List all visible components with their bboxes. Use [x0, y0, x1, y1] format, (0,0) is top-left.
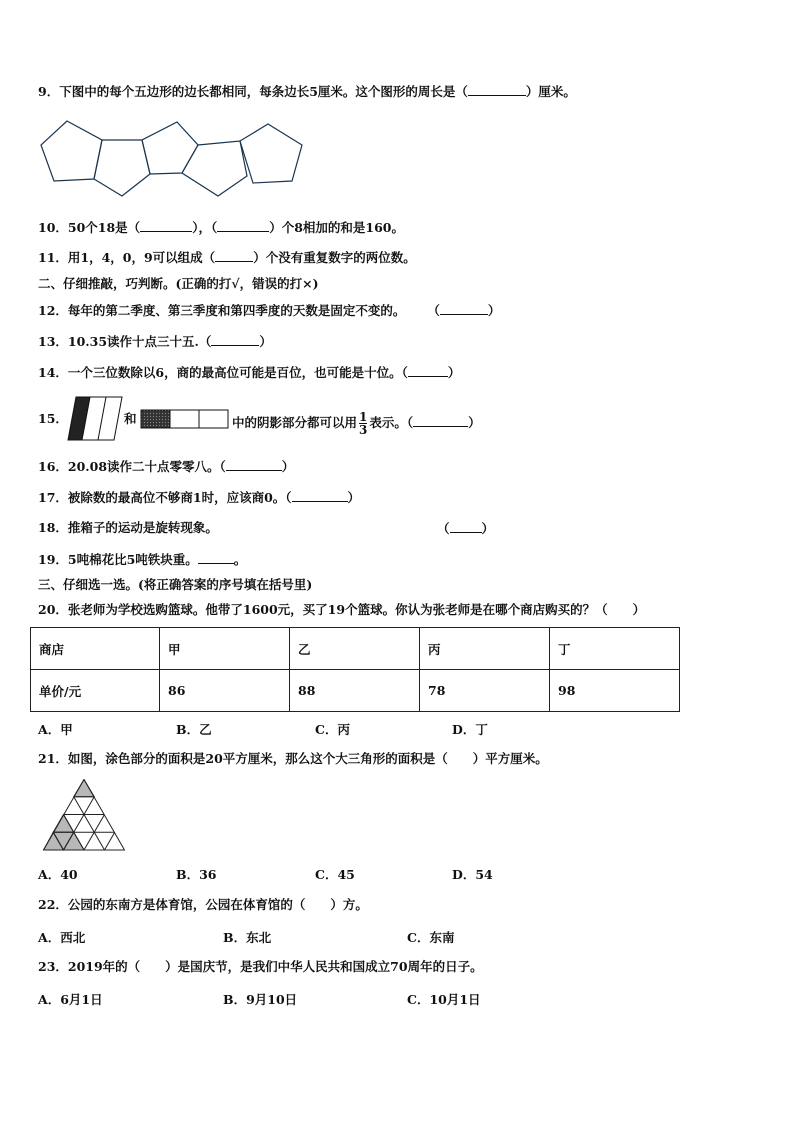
question-16: 16．20.08读作二十点零零八。（ ）: [38, 459, 295, 474]
pentagon-2: [94, 140, 150, 196]
question-23: 23．2019年的（ ）是国庆节，是我们中华人民共和国成立70周年的日子。: [38, 959, 483, 974]
question-18: 18．推箱子的运动是旋转现象。: [38, 520, 218, 535]
answer-blank[interactable]: [413, 414, 468, 427]
shaded-rectangle-figure: [140, 409, 230, 429]
option-d[interactable]: D．54: [452, 867, 493, 882]
option-a[interactable]: A．6月1日: [38, 992, 103, 1007]
option-c[interactable]: C．10月1日: [407, 992, 481, 1007]
pentagon-1: [41, 121, 102, 181]
option-b[interactable]: B．36: [176, 867, 217, 882]
pentagon-figure: [36, 116, 308, 200]
fraction-one-third: $\frac{1}{3}$: [359, 410, 368, 437]
answer-blank[interactable]: [450, 520, 482, 533]
answer-blank[interactable]: [211, 333, 259, 346]
table-cell: 商店: [31, 628, 160, 670]
table-cell: 丁: [550, 628, 680, 670]
question-21: 21．如图，涂色部分的面积是20平方厘米，那么这个大三角形的面积是（ ）平方厘米。: [38, 751, 548, 766]
pentagon-5: [240, 124, 302, 183]
answer-blank[interactable]: [198, 551, 234, 564]
table-cell: 丙: [420, 628, 550, 670]
answer-blank[interactable]: [468, 83, 526, 96]
question-14: 14．一个三位数除以6，商的最高位可能是百位，也可能是十位。（ ）: [38, 365, 461, 380]
shaded-triangle: [53, 815, 74, 833]
question-15: 15．: [38, 411, 68, 426]
answer-blank[interactable]: [215, 249, 253, 262]
table-cell: 乙: [290, 628, 420, 670]
section-2-heading: 二、仔细推敲，巧判断。(正确的打√，错误的打×): [38, 276, 319, 291]
shaded-triangle: [74, 780, 95, 797]
option-a[interactable]: A．甲: [38, 722, 73, 737]
shaded-parallelogram-figure: [67, 396, 123, 441]
answer-blank[interactable]: [226, 458, 282, 471]
question-12: 12．每年的第二季度、第三季度和第四季度的天数是固定不变的。 （ ）: [38, 303, 501, 318]
table-cell: 88: [290, 670, 420, 712]
question-22: 22．公园的东南方是体育馆，公园在体育馆的（ ）方。: [38, 897, 368, 912]
table-cell: 单价/元: [31, 670, 160, 712]
question-9: 9．下图中的每个五边形的边长都相同，每条边长5厘米。这个图形的周长是（ ）厘米。: [38, 84, 576, 99]
option-c[interactable]: C．45: [315, 867, 355, 882]
question-17: 17．被除数的最高位不够商1时，应该商0。（ ）: [38, 490, 361, 505]
option-d[interactable]: D．丁: [452, 722, 488, 737]
pentagon-4: [182, 141, 247, 196]
answer-blank[interactable]: [440, 302, 488, 315]
table-cell: 78: [420, 670, 550, 712]
question-18-answer: （ ）: [437, 521, 495, 536]
option-b[interactable]: B．东北: [223, 930, 272, 945]
price-table: [30, 627, 680, 712]
option-b[interactable]: B．9月10日: [223, 992, 298, 1007]
answer-blank[interactable]: [292, 489, 348, 502]
answer-blank[interactable]: [217, 219, 269, 232]
question-13: 13．10.35读作十点三十五.（ ）: [38, 334, 272, 349]
answer-blank[interactable]: [140, 219, 192, 232]
answer-blank[interactable]: [408, 364, 448, 377]
option-b[interactable]: B．乙: [176, 722, 212, 737]
option-a[interactable]: A．40: [38, 867, 78, 882]
question-20: 20．张老师为学校选购篮球。他带了1600元，买了19个篮球。你认为张老师是在哪个商店购买的？（ ）: [38, 602, 646, 617]
question-19: 19．5吨棉花比5吨铁块重。 。: [38, 552, 247, 567]
table-cell: 86: [160, 670, 290, 712]
table-cell: 98: [550, 670, 680, 712]
question-15-and: 和: [124, 411, 137, 426]
section-3-heading: 三、仔细选一选。(将正确答案的序号填在括号里): [38, 577, 313, 592]
question-11: 11．用1，4，0，9可以组成（ ）个没有重复数字的两位数。: [38, 250, 416, 265]
table-cell: 甲: [160, 628, 290, 670]
table-header-row: [31, 628, 680, 670]
question-15-text: 中的阴影部分都可以用 $\frac{1}{3}$ 表示。（ ）: [232, 410, 481, 437]
option-a[interactable]: A．西北: [38, 930, 86, 945]
triangle-grid-figure: [43, 779, 125, 851]
question-10: 10．50个18是（ ），（ ）个8相加的和是160。: [38, 220, 404, 235]
table-row: [31, 670, 680, 712]
option-c[interactable]: C．东南: [407, 930, 455, 945]
pentagon-3: [142, 122, 198, 174]
option-c[interactable]: C．丙: [315, 722, 350, 737]
